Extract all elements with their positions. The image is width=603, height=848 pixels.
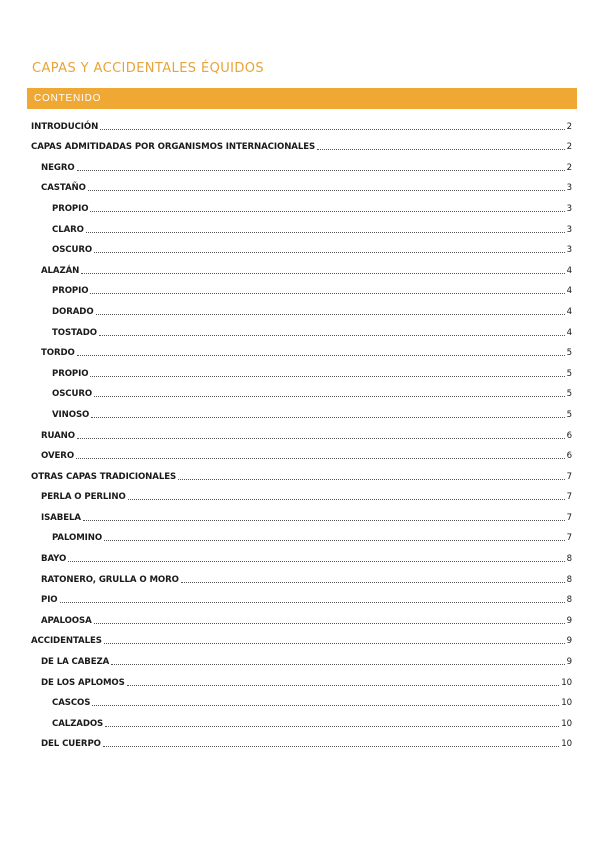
toc-entry-page: 10 bbox=[561, 739, 572, 750]
toc-entry-page: 9 bbox=[566, 636, 572, 647]
toc-entry-page: 3 bbox=[566, 203, 572, 214]
toc-entry[interactable] bbox=[31, 215, 572, 236]
toc-dot-leader bbox=[100, 129, 564, 130]
toc-entry[interactable] bbox=[31, 236, 572, 257]
toc-entry-label: BAYO bbox=[41, 554, 67, 565]
toc-entry-label: VINOSO bbox=[52, 409, 90, 420]
toc-entry-label: APALOOSA bbox=[41, 615, 92, 626]
toc-entry-page: 5 bbox=[566, 348, 572, 359]
toc-entry-label: PROPIO bbox=[52, 286, 89, 297]
toc-dot-leader bbox=[103, 746, 559, 747]
toc-dot-leader bbox=[105, 726, 559, 727]
toc-entry-page: 8 bbox=[566, 574, 572, 585]
toc-dot-leader bbox=[83, 520, 565, 521]
toc-entry[interactable] bbox=[31, 586, 572, 607]
toc-entry-label: PALOMINO bbox=[52, 533, 103, 544]
toc-entry-page: 8 bbox=[566, 554, 572, 565]
toc-entry[interactable] bbox=[31, 689, 572, 710]
toc-entry-page: 5 bbox=[566, 368, 572, 379]
toc-entry[interactable] bbox=[31, 709, 572, 730]
toc-entry-page: 10 bbox=[561, 677, 572, 688]
toc-entry-page: 10 bbox=[561, 698, 572, 709]
toc-entry[interactable] bbox=[31, 730, 572, 751]
toc-entry[interactable] bbox=[31, 339, 572, 360]
toc-dot-leader bbox=[88, 190, 565, 191]
toc-entry-page: 4 bbox=[566, 306, 572, 317]
toc-dot-leader bbox=[317, 149, 565, 150]
toc-entry-page: 9 bbox=[566, 615, 572, 626]
toc-entry[interactable] bbox=[31, 544, 572, 565]
toc-entry-label: RATONERO, GRULLA O MORO bbox=[41, 574, 179, 585]
toc-entry-page: 3 bbox=[566, 245, 572, 256]
toc-entry-label: ISABELA bbox=[41, 512, 81, 523]
toc-entry[interactable] bbox=[31, 442, 572, 463]
document-title: CAPAS Y ACCIDENTALES ÉQUIDOS bbox=[32, 61, 265, 76]
toc-entry-label: OTRAS CAPAS TRADICIONALES bbox=[31, 471, 177, 482]
toc-dot-leader bbox=[81, 273, 564, 274]
toc-dot-leader bbox=[76, 458, 565, 459]
toc-entry[interactable] bbox=[31, 668, 572, 689]
toc-dot-leader bbox=[99, 335, 565, 336]
toc-entry[interactable] bbox=[31, 400, 572, 421]
toc-entry-label: DORADO bbox=[52, 306, 94, 317]
toc-dot-leader bbox=[127, 685, 560, 686]
toc-entry-label: TORDO bbox=[41, 348, 75, 359]
toc-entry-label: PROPIO bbox=[52, 203, 89, 214]
toc-entry-label: CASCOS bbox=[52, 698, 91, 709]
toc-dot-leader bbox=[94, 252, 565, 253]
toc-entry-label: CLARO bbox=[52, 224, 84, 235]
toc-dot-leader bbox=[128, 499, 565, 500]
toc-entry-label: RUANO bbox=[41, 430, 75, 441]
toc-entry[interactable] bbox=[31, 421, 572, 442]
toc-dot-leader bbox=[96, 314, 565, 315]
toc-entry[interactable] bbox=[31, 112, 572, 133]
toc-entry-page: 9 bbox=[566, 657, 572, 668]
toc-entry-label: PERLA O PERLINO bbox=[41, 492, 126, 503]
toc-entry-page: 7 bbox=[566, 512, 572, 523]
toc-entry-page: 6 bbox=[566, 430, 572, 441]
toc-dot-leader bbox=[104, 643, 565, 644]
toc-entry-page: 10 bbox=[561, 718, 572, 729]
toc-dot-leader bbox=[68, 561, 564, 562]
toc-entry-label: DE LOS APLOMOS bbox=[41, 677, 125, 688]
toc-dot-leader bbox=[60, 602, 565, 603]
toc-dot-leader bbox=[77, 170, 565, 171]
toc-entry-page: 7 bbox=[566, 533, 572, 544]
toc-entry[interactable] bbox=[31, 524, 572, 545]
toc-dot-leader bbox=[181, 582, 565, 583]
toc-entry-page: 2 bbox=[566, 121, 572, 132]
toc-dot-leader bbox=[90, 293, 564, 294]
toc-entry-page: 7 bbox=[566, 471, 572, 482]
toc-dot-leader bbox=[94, 623, 565, 624]
toc-dot-leader bbox=[92, 705, 559, 706]
toc-entry-page: 7 bbox=[566, 492, 572, 503]
toc-entry-label: OSCURO bbox=[52, 389, 93, 400]
toc-entry-label: OVERO bbox=[41, 451, 75, 462]
toc-dot-leader bbox=[91, 417, 564, 418]
toc-entry-label: CALZADOS bbox=[52, 718, 104, 729]
toc-entry-page: 4 bbox=[566, 265, 572, 276]
toc-entry-label: DE LA CABEZA bbox=[41, 657, 110, 668]
toc-dot-leader bbox=[90, 376, 564, 377]
toc-entry-page: 4 bbox=[566, 286, 572, 297]
toc-entry-label: DEL CUERPO bbox=[41, 739, 101, 750]
toc-entry-page: 3 bbox=[566, 183, 572, 194]
toc-entry[interactable] bbox=[31, 277, 572, 298]
toc-entry-label: OSCURO bbox=[52, 245, 93, 256]
toc-entry[interactable] bbox=[31, 462, 572, 483]
toc-entry-page: 5 bbox=[566, 389, 572, 400]
toc-entry-label: TOSTADO bbox=[52, 327, 97, 338]
toc-entry-page: 4 bbox=[566, 327, 572, 338]
toc-entry[interactable] bbox=[31, 318, 572, 339]
toc-dot-leader bbox=[86, 232, 565, 233]
toc-entry[interactable] bbox=[31, 380, 572, 401]
toc-entry-label: CAPAS ADMITIDADAS POR ORGANISMOS INTERNACIONALES bbox=[31, 142, 316, 153]
toc-entry[interactable] bbox=[31, 606, 572, 627]
toc-entry[interactable] bbox=[31, 483, 572, 504]
toc-entry-page: 3 bbox=[566, 224, 572, 235]
table-of-contents bbox=[31, 112, 572, 750]
toc-entry-label: NEGRO bbox=[41, 162, 75, 173]
toc-entry-label: INTRODUCIÓN bbox=[31, 121, 99, 132]
toc-dot-leader bbox=[104, 540, 565, 541]
toc-entry-page: 5 bbox=[566, 409, 572, 420]
toc-entry[interactable] bbox=[31, 174, 572, 195]
toc-dot-leader bbox=[111, 664, 564, 665]
toc-entry-label: PIO bbox=[41, 595, 58, 606]
toc-entry[interactable] bbox=[31, 565, 572, 586]
toc-entry[interactable] bbox=[31, 153, 572, 174]
toc-dot-leader bbox=[178, 479, 565, 480]
contents-heading-bar bbox=[27, 88, 577, 109]
toc-entry-page: 2 bbox=[566, 142, 572, 153]
toc-entry[interactable] bbox=[31, 503, 572, 524]
toc-entry[interactable] bbox=[31, 194, 572, 215]
toc-dot-leader bbox=[94, 396, 565, 397]
toc-entry-page: 8 bbox=[566, 595, 572, 606]
toc-dot-leader bbox=[77, 438, 565, 439]
toc-entry[interactable] bbox=[31, 133, 572, 154]
toc-entry[interactable] bbox=[31, 359, 572, 380]
toc-entry-page: 2 bbox=[566, 162, 572, 173]
toc-entry-label: PROPIO bbox=[52, 368, 89, 379]
toc-entry[interactable] bbox=[31, 256, 572, 277]
toc-entry[interactable] bbox=[31, 627, 572, 648]
toc-entry-page: 6 bbox=[566, 451, 572, 462]
contents-heading: CONTENIDO bbox=[34, 93, 102, 104]
toc-entry-label: ALAZÁN bbox=[41, 265, 80, 276]
toc-entry[interactable] bbox=[31, 647, 572, 668]
toc-entry-label: ACCIDENTALES bbox=[31, 636, 102, 647]
toc-entry[interactable] bbox=[31, 297, 572, 318]
toc-entry-label: CASTAÑO bbox=[41, 183, 86, 194]
toc-dot-leader bbox=[90, 211, 564, 212]
toc-dot-leader bbox=[77, 355, 565, 356]
